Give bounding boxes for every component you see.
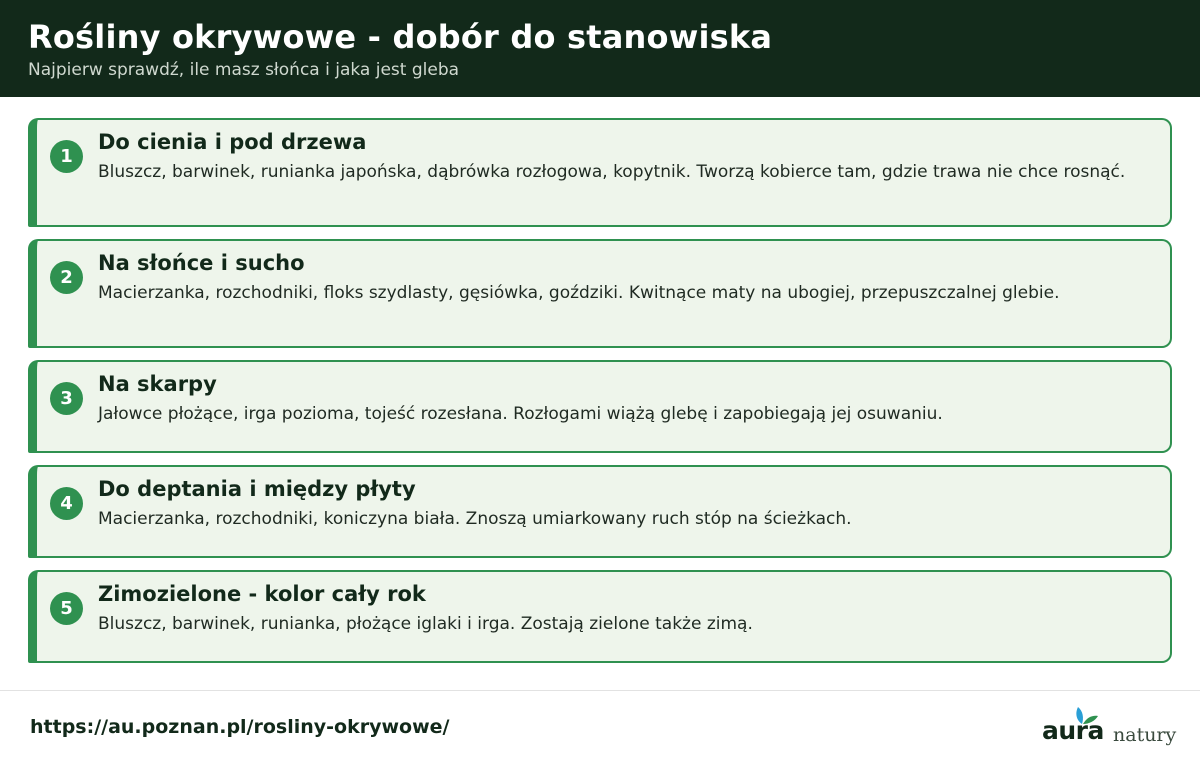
footer-divider (0, 690, 1200, 691)
brand-logo (1040, 706, 1175, 751)
card-text: Jałowce płożące, irga pozioma, tojeść rozesłana. Rozłogami wiążą glebę i zapobiegają jej osuwaniu. (98, 404, 943, 424)
card-walkable (28, 465, 1172, 558)
card-sun-dry (28, 239, 1172, 348)
card-title: Zimozielone - kolor cały rok (98, 582, 426, 606)
logo-text-secondary: natury (1113, 724, 1177, 746)
card-text: Bluszcz, barwinek, runianka japońska, dąbrówka rozłogowa, kopytnik. Tworzą kobierce tam, gdzie trawa nie chce rosnąć. (98, 162, 1126, 182)
page-title: Rośliny okrywowe - dobór do stanowiska (28, 18, 773, 56)
card-text: Macierzanka, rozchodniki, koniczyna biała. Znoszą umiarkowany ruch stóp na ścieżkach. (98, 509, 852, 529)
card-title: Do deptania i między płyty (98, 477, 416, 501)
card-text: Macierzanka, rozchodniki, floks szydlasty, gęsiówka, goździki. Kwitnące maty na ubogiej, przepuszczalnej glebie. (98, 283, 1060, 303)
card-evergreen (28, 570, 1172, 663)
card-title: Do cienia i pod drzewa (98, 130, 367, 154)
card-shade (28, 118, 1172, 227)
card-number-badge: 5 (50, 592, 83, 625)
card-title: Na skarpy (98, 372, 217, 396)
card-slopes (28, 360, 1172, 453)
footer-url-link[interactable]: https://au.poznan.pl/rosliny-okrywowe/ (30, 716, 450, 738)
card-number-badge: 3 (50, 382, 83, 415)
card-number-badge: 1 (50, 140, 83, 173)
card-number-badge: 2 (50, 261, 83, 294)
card-number-badge: 4 (50, 487, 83, 520)
logo-text-main: aura (1042, 716, 1104, 745)
page-subtitle: Najpierw sprawdź, ile masz słońca i jaka jest gleba (28, 60, 460, 80)
card-title: Na słońce i sucho (98, 251, 305, 275)
card-text: Bluszcz, barwinek, runianka, płożące iglaki i irga. Zostają zielone także zimą. (98, 614, 753, 634)
header-banner (0, 0, 1200, 97)
